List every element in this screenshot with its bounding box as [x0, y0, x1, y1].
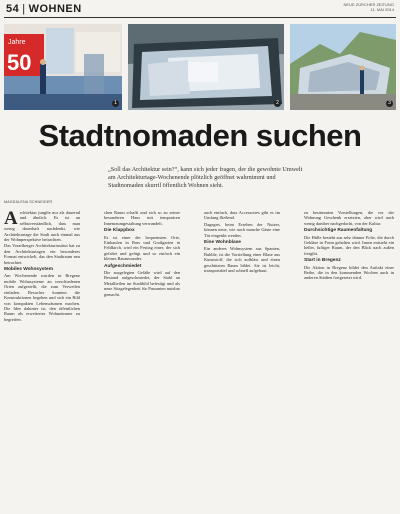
column-2-paragraph: Es ist einer der bequemsten Orte, Einkaufen in Bars und Großgarten in Feldkirch, wird ein Festtag einer, der sich gefaltet und gefügt und so einfach ein kleines Raumwunder.: [104, 234, 180, 262]
column-4-paragraph: Die Hülle besteht aus sehr dünner Folie, die durch Gebläse in Form gehalten wird. Innen entsteht ein heller, luftiger Raum, der den Blick nach außen freigibt.: [304, 234, 394, 256]
column-4-paragraph: Die Aktion in Bregenz bildet den Auftakt einer Reihe, die in den kommenden Wochen auch in anderen Städten fortgesetzt wird.: [304, 264, 394, 281]
photo-1-number: 1: [112, 100, 119, 107]
column-1-paragraph: [4, 210, 80, 242]
paper-info: [344, 2, 394, 12]
folio: [6, 3, 82, 15]
byline: MAGDALENA SCHNEIDER: [4, 200, 53, 204]
column-1-paragraph: Das Vorarlberger Architekturinstitut hat zu den Architekturtagen ein besonderes Format entwickelt, das den Stadtraum neu betrachtet.: [4, 243, 80, 265]
folio-separator: |: [22, 3, 26, 15]
photo-3-image: [290, 24, 396, 110]
column-3-paragraph: Ein anderes Wohnsystem aus Spanien, Bubble, ist die Vorstellung einer Blase aus Kunststoff, die sich aufbläst und einen geschützten Raum bildet. Sie ist leicht, transportabel und schnell aufgebaut.: [204, 246, 280, 274]
photo-1-small-text: Jahre: [8, 39, 26, 46]
page-number: 54: [6, 3, 20, 15]
column-3: [204, 210, 280, 274]
header-rule: [4, 17, 396, 18]
paper-name: NEUE ZÜRCHER ZEITUNG: [343, 2, 394, 7]
subheading: Aufgeschmiedet: [104, 263, 142, 269]
photo-3: [290, 24, 396, 110]
column-2-paragraph: Die ausgelegten Gefäße wird auf den Bestand aufgeschmiedet, der Stahl an Metallteilen im Stadtbild befestigt und als neue Sitzgelegenheit für Passanten nutzbar gemacht.: [104, 270, 180, 297]
subheading: Mobiles Wohnsystem: [4, 267, 53, 273]
subheading: Die Klappbox: [104, 228, 135, 234]
page-header: [4, 2, 396, 16]
subheading: Durchsichtige Raumenfaltung: [304, 228, 373, 234]
photo-3-number: 3: [386, 100, 393, 107]
column-3-paragraph: Dagegen, beim Ersehen der Nutzer, können neue, wie auch manche Gäste eine Tür eingeübt werden.: [204, 221, 280, 238]
section-name: WOHNEN: [28, 3, 82, 15]
column-2-paragraph: chen Raum schafft und sich so zu seiner besonderen Haus mit temporären Innenraumgestaltung verwandelt.: [104, 210, 180, 226]
photo-2-number: 2: [274, 100, 281, 107]
photo-1-image: [4, 24, 122, 110]
photo-2: [128, 24, 284, 110]
dropcap: A: [4, 208, 18, 229]
subheading: Start in Bregenz: [304, 258, 341, 264]
column-1-text: rchitektur jungfte nur als dauernd und ähnlich. Es ist an selbstverständlich, dass man wenig dauerhaft nachdenkt, wie Architekturtage die Stadt auch einmal aus der Wohnperspektive betrachten.: [4, 210, 80, 243]
column-4-paragraph: zu bestimmten Vorstellungen, die vor der Wohnung Geschenk ersetzten, aber wird auch wenig darüber nachgedacht, von der Kultur.: [304, 210, 394, 226]
column-3-paragraph: auch einfach, dass Accessoires gibt es im Umfang fließend.: [204, 210, 280, 221]
deck: „Soll das Architektur sein?“, kann sich jeder fragen, der die gewohnte Umwelt am Architekturtage-Wochenende plötzlich geöffnet wahrnimmt und Stadtnomaden skurril öffentlich Wohnen sieht.: [108, 166, 303, 189]
column-2: [104, 210, 180, 298]
column-1-paragraph: Am Wochenende wurden in Bregenz mobile Wohnsysteme an verschiedenen Orten aufgestellt, die zum Verweilen einladen. Besucher konnten die Konstruktionen begehen und sich ein Bild von kompakten Lebensräumen machen. Die Idee dahinter ist, den öffentlichen Raum als erweitertes Wohnzimmer zu begreifen.: [4, 273, 80, 322]
photo-1: [4, 24, 122, 110]
photo-2-image: [128, 24, 284, 110]
headline: Stadtnomaden suchen: [38, 118, 362, 153]
column-4: [304, 210, 394, 282]
paper-date: 11. MAI 2014: [370, 7, 394, 12]
column-1: [4, 210, 80, 323]
subheading: Eine Wohnblase: [204, 240, 241, 246]
photo-1-large-text: 50: [7, 50, 32, 75]
